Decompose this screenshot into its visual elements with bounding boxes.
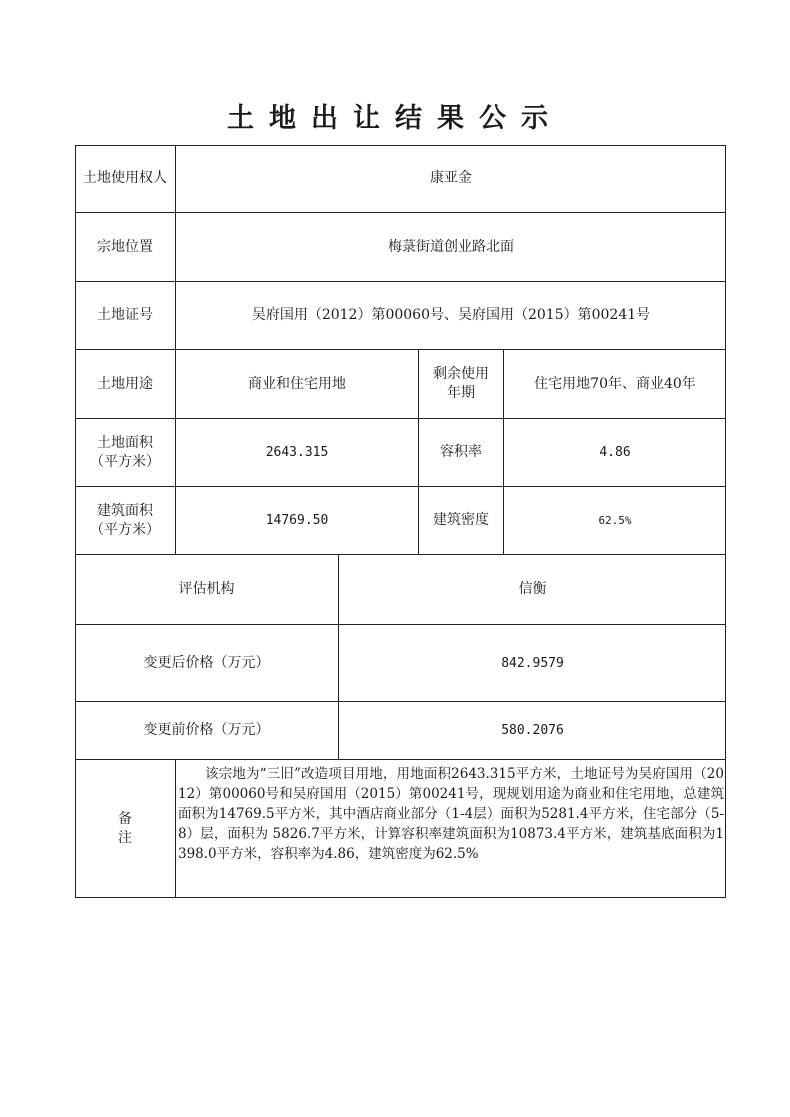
price-after-value: 842.9579 [501, 655, 564, 671]
certificate-value: 吴府国用（2012）第00060号、吴府国用（2015）第00241号 [251, 307, 651, 323]
land-user-label: 土地使用权人 [83, 170, 167, 186]
remaining-term-label-line2: 年期 [447, 385, 475, 401]
land-user-value: 康亚金 [430, 170, 472, 186]
building-density-value: 62.5% [598, 514, 632, 527]
building-area-label-line1: 建筑面积 [97, 502, 153, 519]
remarks-label-line2: 注 [118, 830, 132, 846]
remaining-term-value: 住宅用地70年、商业40年 [534, 375, 696, 392]
building-area-label [75, 487, 175, 554]
land-area-label-line1: 土地面积 [97, 434, 153, 451]
location-label: 宗地位置 [97, 238, 153, 255]
land-area-value: 2643.315 [265, 445, 329, 460]
building-area-label-line2: （平方米） [90, 521, 160, 538]
page-title: 土地出让结果公示 [227, 103, 563, 134]
building-density-label: 建筑密度 [433, 512, 489, 528]
location-value: 梅菉街道创业路北面 [388, 238, 514, 255]
column-divider [175, 759, 176, 898]
floor-area-ratio-value: 4.86 [599, 445, 631, 460]
price-before-value: 580.2076 [501, 723, 564, 738]
price-after-label: 变更后价格（万元） [143, 654, 270, 671]
price-before-label: 变更前价格（万元） [143, 722, 270, 738]
certificate-label: 土地证号 [97, 307, 153, 323]
land-area-label [75, 419, 175, 486]
remarks-text: 该宗地为“三旧”改造项目用地，用地面积2643.315平方米，土地证号为吴府国用（2012）第00060号和吴府国用（2015）第00241号，现规划用途为商业和住宅用地，总建筑面积为14769.5平方米，其中酒店商业部分（1-4层）面积为5281.4平方米，住宅部分（5-8）层，面积为 5826.7平方米，计算容积率建筑面积为10873.4平方米，建筑基底面积为1398.0平方米，容积率为4.86，建筑密度为62.5% [178, 766, 724, 862]
usage-value: 商业和住宅用地 [248, 375, 346, 392]
usage-label: 土地用途 [97, 375, 153, 392]
remaining-term-label [419, 350, 503, 418]
appraiser-label: 评估机构 [178, 581, 235, 597]
remarks-label [75, 760, 175, 898]
remarks-label-line1: 备 [118, 811, 132, 827]
land-area-label-line2: （平方米） [90, 453, 160, 470]
floor-area-ratio-label: 容积率 [440, 444, 482, 460]
building-area-value: 14769.50 [265, 513, 329, 528]
remaining-term-label-line1: 剩余使用 [433, 366, 489, 382]
appraiser-value: 信衡 [518, 581, 547, 597]
